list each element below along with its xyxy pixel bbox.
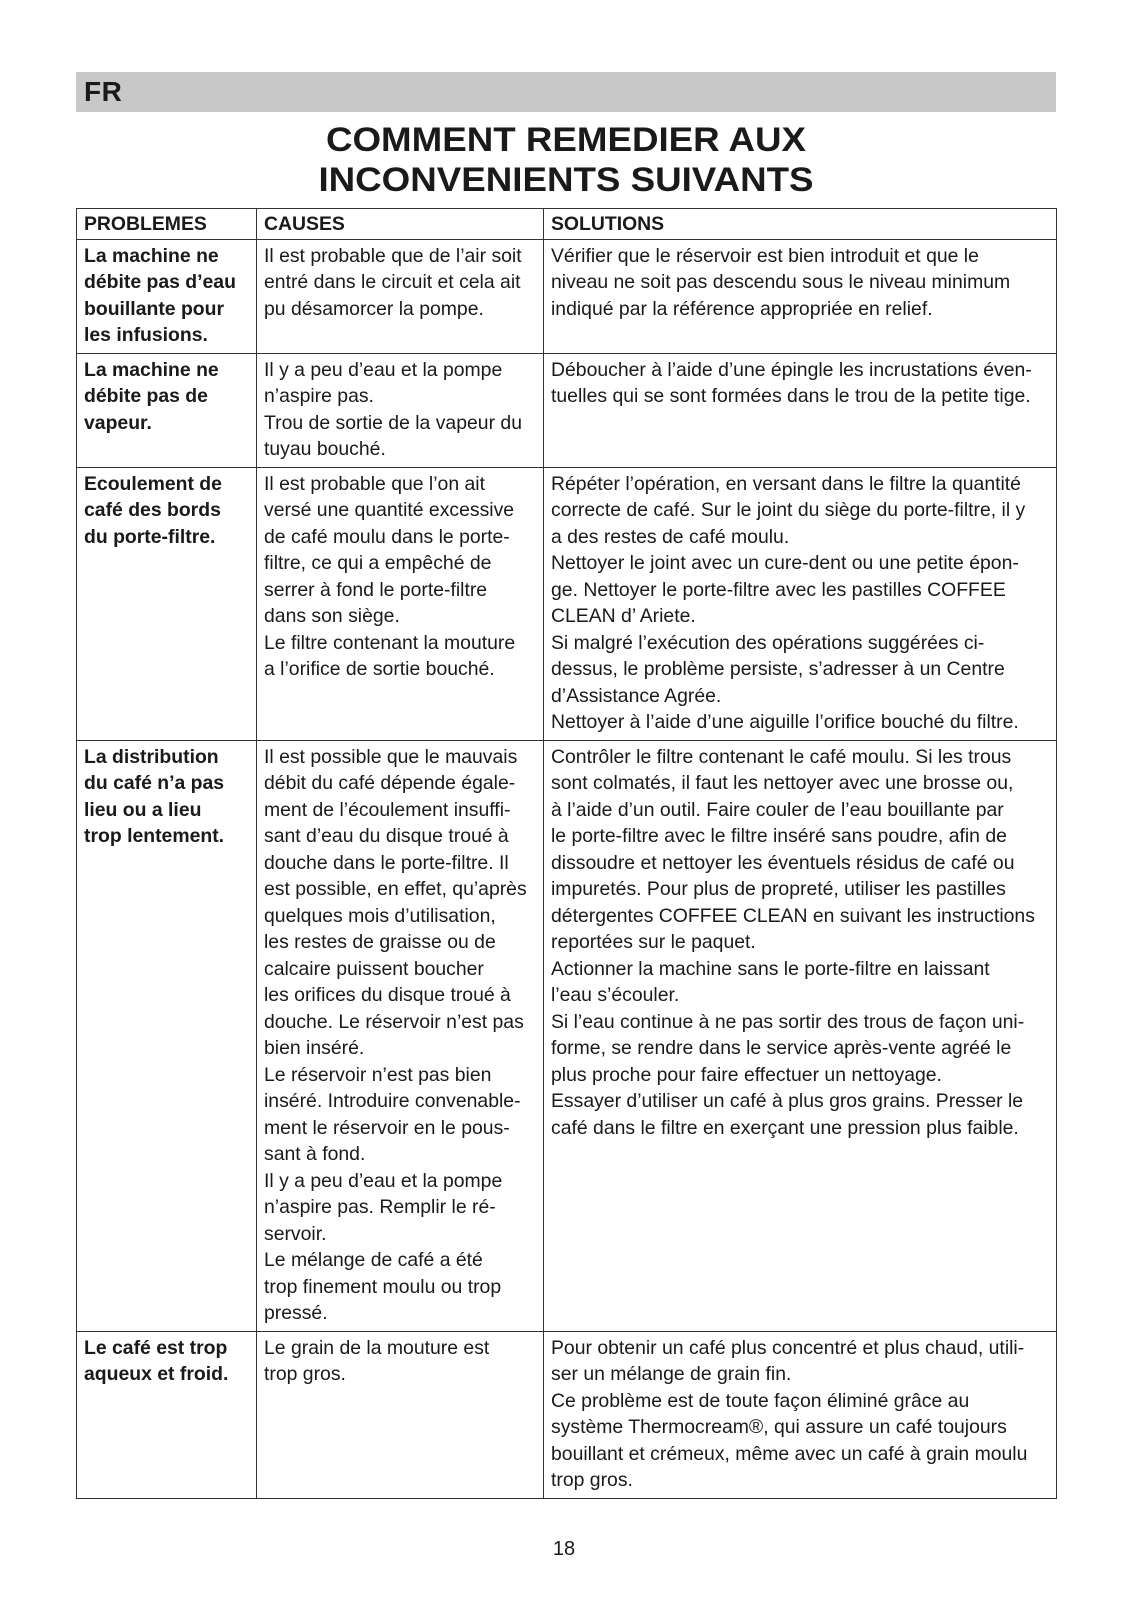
cause-text-line: pu désamorcer la pompe. (264, 297, 484, 320)
troubleshooting-table (76, 208, 1057, 1499)
cause-text-line: Le mélange de café a été (264, 1249, 483, 1271)
cause-cell (257, 353, 544, 467)
cause-text-line: inséré. Introduire convenable- (264, 1090, 521, 1112)
solution-text-line: bouillant et crémeux, même avec un café à grain moulu (551, 1442, 1028, 1465)
solution-text-line: Essayer d’utiliser un café à plus gros grains. Presser le (551, 1090, 1024, 1112)
solution-text-line: système Thermocream®, qui assure un café toujours (551, 1416, 1007, 1438)
table-body (77, 239, 1057, 1498)
language-header-bar (76, 72, 1056, 112)
cause-text-line: Le filtre contenant la mouture (264, 631, 516, 654)
solution-text-line: Nettoyer le joint avec un cure-dent ou une petite épon- (551, 552, 1019, 574)
problem-text-line: débite pas d’eau (84, 271, 236, 293)
cause-text-line: Il est probable que de l’air soit (264, 244, 522, 267)
cause-text-line: est possible, en effet, qu’après (264, 878, 527, 900)
problem-text-line: du porte-filtre. (84, 525, 216, 548)
cause-text-line: n’aspire pas. Remplir le ré- (264, 1196, 496, 1218)
solution-text-line: impuretés. Pour plus de propreté, utiliser les pastilles (551, 878, 1006, 900)
solution-text-line: Répéter l’opération, en versant dans le filtre la quantité (551, 472, 1021, 495)
cause-text-line: tuyau bouché. (264, 438, 386, 460)
problem-text-line: trop lentement. (84, 825, 225, 847)
problem-text-line: Ecoulement de (84, 472, 222, 495)
table-row (77, 467, 1057, 740)
cause-text-line: Le grain de la mouture est (264, 1336, 490, 1359)
cause-text-line: douche. Le réservoir n’est pas (264, 1010, 524, 1033)
problem-text-line: lieu ou a lieu (84, 798, 202, 821)
table-row (77, 740, 1057, 1331)
cause-text-line: bien inséré. (264, 1037, 365, 1059)
problem-cell (77, 353, 257, 467)
table-row (77, 353, 1057, 467)
header-causes: CAUSES (257, 209, 544, 240)
solution-cell (544, 353, 1057, 467)
solution-text-line: Si l’eau continue à ne pas sortir des trous de façon uni- (551, 1010, 1025, 1033)
page-title-line-1: COMMENT REMEDIER AUX (325, 121, 807, 159)
cause-text-line: Le réservoir n’est pas bien (264, 1063, 492, 1086)
solution-text-line: Vérifier que le réservoir est bien introduit et que le (551, 244, 979, 267)
problem-text-line: débite pas de (84, 385, 208, 407)
cause-cell (257, 740, 544, 1331)
solution-cell (544, 740, 1057, 1331)
cause-text-line: quelques mois d’utilisation, (264, 904, 496, 927)
problem-text-line: bouillante pour (84, 297, 225, 320)
cause-text-line: ment le réservoir en le pous- (264, 1116, 510, 1139)
cause-cell (257, 239, 544, 353)
solution-text-line: d’Assistance Agrée. (551, 684, 722, 707)
solution-text-line: a des restes de café moulu. (551, 525, 790, 548)
solution-text-line: à l’aide d’un outil. Faire couler de l’eau bouillante par (551, 798, 1004, 821)
solution-text-line: Déboucher à l’aide d’une épingle les incrustations éven- (551, 358, 1032, 381)
solution-text-line: Nettoyer à l’aide d’une aiguille l’orifice bouché du filtre. (551, 711, 1019, 733)
problem-text-line: du café n’a pas (84, 772, 225, 794)
header-problems: PROBLEMES (77, 209, 257, 240)
solution-cell (544, 467, 1057, 740)
solution-text-line: correcte de café. Sur le joint du siège du porte-filtre, il y (551, 499, 1026, 521)
cause-text-line: n’aspire pas. (264, 385, 374, 407)
solution-text-line: indiqué par la référence appropriée en relief. (551, 297, 933, 320)
problem-text-line: La distribution (84, 745, 219, 768)
problem-text-line: Le café est trop (84, 1336, 228, 1359)
problem-text-line: les infusions. (84, 324, 208, 346)
table-header-row (77, 209, 1057, 240)
solution-text-line: le porte-filtre avec le filtre inséré sans poudre, afin de (551, 825, 1007, 847)
solution-text-line: trop gros. (551, 1469, 633, 1491)
solution-text-line: plus proche pour faire effectuer un nettoyage. (551, 1063, 942, 1086)
page-number: 18 (552, 1538, 576, 1560)
cause-text-line: servoir. (264, 1222, 327, 1245)
cause-text-line: pressé. (264, 1302, 328, 1324)
language-code: FR (84, 76, 123, 107)
solution-text-line: ser un mélange de grain fin. (551, 1363, 792, 1385)
cause-text-line: les restes de graisse ou de (264, 931, 496, 953)
cause-text-line: débit du café dépende égale- (264, 772, 516, 794)
cause-text-line: versé une quantité excessive (264, 499, 515, 521)
cause-text-line: ment de l’écoulement insuffi- (264, 798, 511, 821)
page-title (37, 120, 1095, 200)
solution-text-line: café dans le filtre en exerçant une pression plus faible. (551, 1116, 1019, 1139)
solution-text-line: l’eau s’écouler. (551, 984, 680, 1006)
cause-cell (257, 467, 544, 740)
solution-text-line: forme, se rendre dans le service après-vente agréé le (551, 1037, 1012, 1059)
cause-text-line: serrer à fond le porte-filtre (264, 578, 488, 601)
problem-text-line: aqueux et froid. (84, 1363, 229, 1385)
solution-text-line: ge. Nettoyer le porte-filtre avec les pastilles COFFEE (551, 578, 1006, 601)
cause-text-line: Trou de sortie de la vapeur du (264, 411, 522, 434)
solution-text-line: tuelles qui se sont formées dans le trou de la petite tige. (551, 385, 1031, 407)
problem-text-line: café des bords (84, 499, 221, 521)
solution-text-line: Actionner la machine sans le porte-filtre en laissant (551, 957, 990, 980)
solution-text-line: détergentes COFFEE CLEAN en suivant les instructions (551, 904, 1035, 927)
cause-text-line: entré dans le circuit et cela ait (264, 271, 521, 293)
table-row (77, 239, 1057, 353)
solution-text-line: dissoudre et nettoyer les éventuels résidus de café ou (551, 851, 1015, 874)
cause-text-line: calcaire puissent boucher (264, 957, 484, 980)
cause-text-line: trop gros. (264, 1363, 346, 1385)
header-solutions: SOLUTIONS (544, 209, 1057, 240)
cause-text-line: sant à fond. (264, 1143, 366, 1165)
solution-text-line: Contrôler le filtre contenant le café moulu. Si les trous (551, 745, 1012, 768)
solution-text-line: reportées sur le paquet. (551, 931, 756, 953)
cause-text-line: Il est probable que l’on ait (264, 472, 485, 495)
problem-text-line: La machine ne (84, 244, 219, 267)
problem-cell (77, 740, 257, 1331)
solution-text-line: Si malgré l’exécution des opérations suggérées ci- (551, 631, 985, 654)
problem-cell (77, 1331, 257, 1498)
cause-text-line: Il y a peu d’eau et la pompe (264, 1169, 503, 1192)
cause-cell (257, 1331, 544, 1498)
cause-text-line: trop finement moulu ou trop (264, 1275, 502, 1298)
page-title-line-2: INCONVENIENTS SUIVANTS (318, 161, 814, 199)
solution-text-line: CLEAN d’ Ariete. (551, 605, 696, 627)
solution-text-line: Ce problème est de toute façon éliminé grâce au (551, 1389, 970, 1412)
problem-cell (77, 467, 257, 740)
cause-text-line: les orifices du disque troué à (264, 984, 511, 1006)
cause-text-line: a l’orifice de sortie bouché. (264, 658, 495, 680)
cause-text-line: Il est possible que le mauvais (264, 745, 518, 768)
solution-text-line: niveau ne soit pas descendu sous le niveau minimum (551, 271, 1011, 293)
cause-text-line: sant d’eau du disque troué à (264, 825, 509, 847)
problem-text-line: vapeur. (84, 411, 152, 434)
cause-text-line: douche dans le porte-filtre. Il (264, 851, 509, 874)
cause-text-line: filtre, ce qui a empêché de (264, 552, 492, 574)
problem-cell (77, 239, 257, 353)
table-row (77, 1331, 1057, 1498)
problem-text-line: La machine ne (84, 358, 219, 381)
solution-cell (544, 1331, 1057, 1498)
solution-text-line: dessus, le problème persiste, s’adresser à un Centre (551, 658, 1005, 680)
cause-text-line: dans son siège. (264, 605, 400, 627)
solution-cell (544, 239, 1057, 353)
cause-text-line: Il y a peu d’eau et la pompe (264, 358, 503, 381)
cause-text-line: de café moulu dans le porte- (264, 525, 510, 548)
solution-text-line: Pour obtenir un café plus concentré et plus chaud, utili- (551, 1336, 1025, 1359)
solution-text-line: sont colmatés, il faut les nettoyer avec une brosse ou, (551, 772, 1014, 794)
